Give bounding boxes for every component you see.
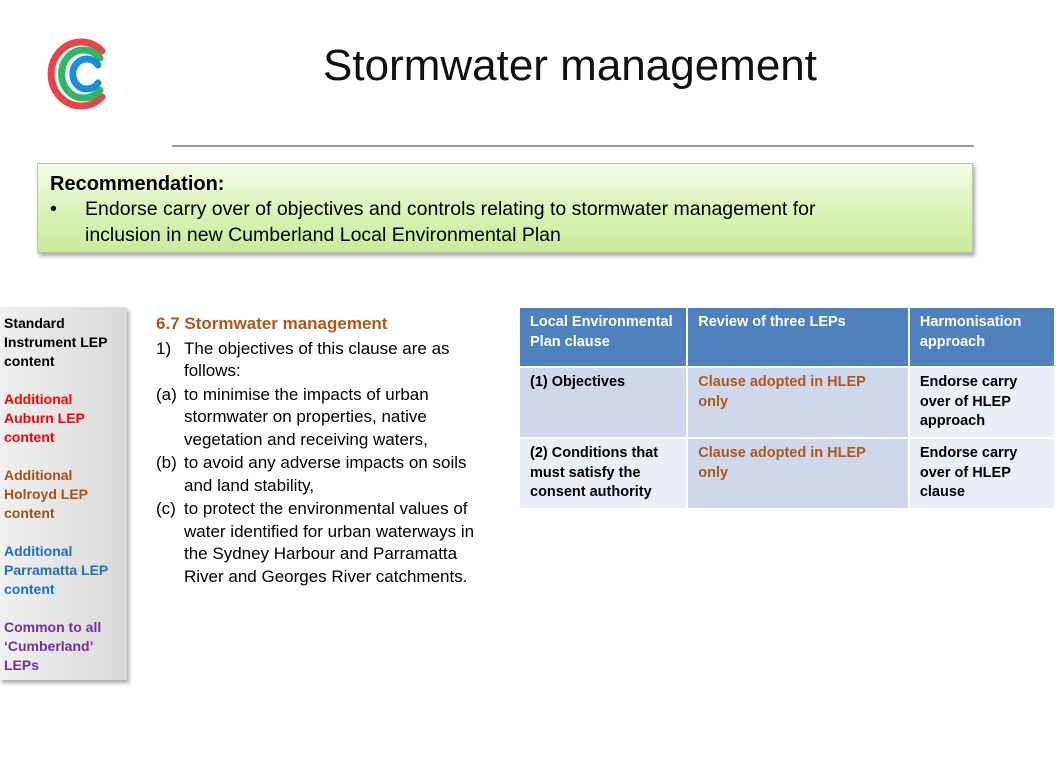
clause-item-text: to minimise the impacts of urban stormwater on properties, native vegetation and receiving waters, xyxy=(184,384,429,449)
recommendation-box xyxy=(37,163,973,253)
legend-auburn: Additional Auburn LEP content xyxy=(4,391,85,445)
clause-item xyxy=(156,384,496,452)
legend-holroyd: Additional Holroyd LEP content xyxy=(4,467,88,521)
clause-item xyxy=(156,338,496,383)
recommendation-bullet-line xyxy=(50,196,960,222)
table-row xyxy=(520,439,1054,508)
colour-legend xyxy=(0,307,127,680)
table-cell-approach: Endorse carry over of HLEP approach xyxy=(910,368,1054,437)
harmonisation-table xyxy=(518,306,1056,510)
clause-item-text: to protect the environmental values of water identified for urban waterways in the Sydney Harbour and Parramatta River and Georges River catchments. xyxy=(184,499,475,586)
clause-item-marker: 1) xyxy=(156,338,172,358)
clause-item-text: The objectives of this clause are as follows: xyxy=(184,338,450,380)
recommendation-continuation-line xyxy=(50,222,960,248)
clause-text xyxy=(156,313,496,589)
page-title: Stormwater management xyxy=(323,41,817,90)
title-divider xyxy=(172,145,974,147)
table-cell-clause: (1) Objectives xyxy=(520,368,686,437)
legend-standard: Standard Instrument LEP content xyxy=(4,315,108,369)
table-header-row xyxy=(520,308,1054,366)
table-row xyxy=(520,368,1054,437)
clause-item xyxy=(156,498,496,588)
recommendation-text-1: Endorse carry over of objectives and controls relating to stormwater management for xyxy=(85,198,816,220)
clause-item-marker: (b) xyxy=(156,453,177,472)
clause-item-marker: (c) xyxy=(156,499,176,518)
table-header-clause: Local Environmental Plan clause xyxy=(520,308,686,366)
clause-item-text: to avoid any adverse impacts on soils and land stability, xyxy=(184,453,467,495)
table-cell-approach: Endorse carry over of HLEP clause xyxy=(910,439,1054,508)
legend-common: Common to all ‘Cumberland’ LEPs xyxy=(4,619,102,673)
table-header-review: Review of three LEPs xyxy=(688,308,908,366)
clause-heading: 6.7 Stormwater management xyxy=(156,314,388,333)
table-cell-clause: (2) Conditions that must satisfy the consent authority xyxy=(520,439,686,508)
recommendation-text-2: inclusion in new Cumberland Local Environmental Plan xyxy=(85,224,561,246)
table-cell-review: Clause adopted in HLEP only xyxy=(688,439,908,508)
clause-item-marker: (a) xyxy=(156,384,177,404)
table-cell-review: Clause adopted in HLEP only xyxy=(688,368,908,437)
table-header-approach: Harmonisation approach xyxy=(910,308,1054,366)
cumberland-logo-icon xyxy=(44,36,112,112)
bullet-icon: • xyxy=(50,198,57,220)
clause-item xyxy=(156,452,496,497)
legend-parramatta: Additional Parramatta LEP content xyxy=(4,543,109,597)
recommendation-heading: Recommendation: xyxy=(50,173,225,195)
